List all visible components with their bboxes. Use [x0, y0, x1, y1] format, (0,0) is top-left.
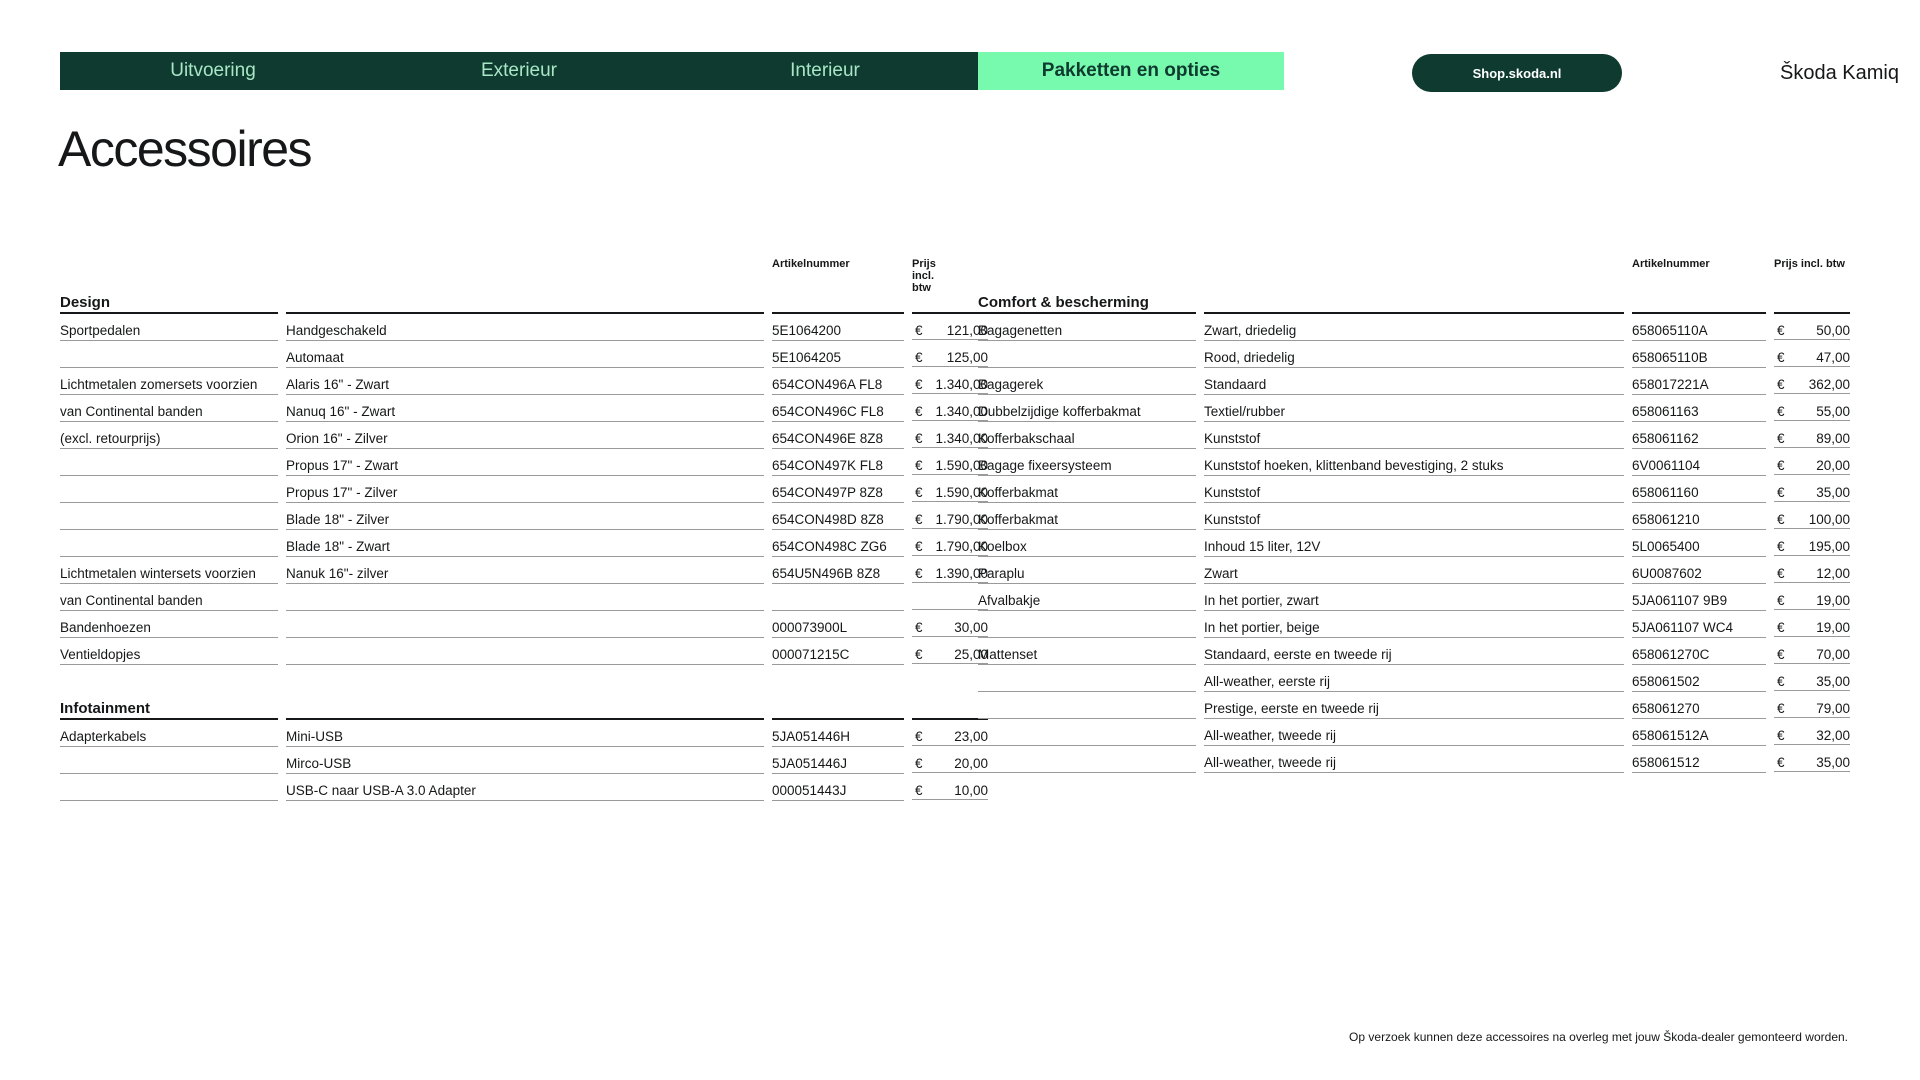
- currency-symbol: €: [1777, 755, 1785, 770]
- table-row: [978, 477, 1848, 504]
- section-rule: [286, 694, 764, 720]
- item-category: [978, 612, 1196, 638]
- currency-symbol: €: [915, 756, 923, 771]
- item-category: Lichtmetalen wintersets voorzien: [60, 558, 278, 584]
- price-cell: [1774, 747, 1850, 772]
- price-value: 35,00: [1816, 755, 1850, 770]
- item-category: Bagage fixeersysteem: [978, 450, 1196, 476]
- item-category: Bandenhoezen: [60, 612, 278, 638]
- price-cell: [912, 504, 988, 529]
- table-row: [978, 585, 1848, 612]
- price-value: 35,00: [1816, 485, 1850, 500]
- tab-uitvoering[interactable]: Uitvoering: [170, 60, 256, 81]
- table-row: [60, 396, 988, 423]
- price-cell: [912, 315, 988, 340]
- item-category: [60, 504, 278, 530]
- item-description: Automaat: [286, 342, 764, 368]
- table-row: [978, 747, 1848, 774]
- currency-symbol: €: [1777, 620, 1785, 635]
- table-row: [60, 504, 988, 531]
- item-description: Standaard: [1204, 369, 1624, 395]
- price-value: 35,00: [1816, 674, 1850, 689]
- article-number: 000073900L: [772, 612, 904, 638]
- article-number: 658061270C: [1632, 639, 1766, 665]
- currency-symbol: €: [915, 783, 923, 798]
- item-category: Lichtmetalen zomersets voorzien: [60, 369, 278, 395]
- item-category: [978, 720, 1196, 746]
- item-description: Mirco-USB: [286, 748, 764, 774]
- section-rule: [772, 694, 904, 720]
- item-description: Zwart, driedelig: [1204, 315, 1624, 341]
- price-header: Prijs incl. btw: [912, 258, 936, 294]
- item-category: [60, 775, 278, 801]
- price-value: 89,00: [1816, 431, 1850, 446]
- price-cell: [1774, 342, 1850, 367]
- item-category: van Continental banden: [60, 396, 278, 422]
- item-description: Rood, driedelig: [1204, 342, 1624, 368]
- item-category: [60, 531, 278, 557]
- item-category: Adapterkabels: [60, 721, 278, 747]
- item-description: Mini-USB: [286, 721, 764, 747]
- price-cell: [912, 531, 988, 556]
- price-cell: [912, 612, 988, 637]
- article-number: 654CON497P 8Z8: [772, 477, 904, 503]
- item-category: Koelbox: [978, 531, 1196, 557]
- price-cell: [1774, 558, 1850, 583]
- table-row: [60, 342, 988, 369]
- item-description: Textiel/rubber: [1204, 396, 1624, 422]
- item-description: Nanuk 16"- zilver: [286, 558, 764, 584]
- table-row: [60, 315, 988, 342]
- price-value: 19,00: [1816, 593, 1850, 608]
- currency-symbol: €: [915, 485, 923, 500]
- table-row: [978, 720, 1848, 747]
- price-cell: [1774, 531, 1850, 556]
- item-description: Blade 18" - Zwart: [286, 531, 764, 557]
- price-value: 70,00: [1816, 647, 1850, 662]
- table-row: [60, 585, 930, 612]
- table-row: [978, 315, 1848, 342]
- price-cell: [912, 558, 988, 583]
- item-description: Blade 18" - Zilver: [286, 504, 764, 530]
- currency-symbol: €: [915, 377, 923, 392]
- price-value: 25,00: [954, 647, 988, 662]
- currency-symbol: €: [1777, 350, 1785, 365]
- price-value: 30,00: [954, 620, 988, 635]
- article-number: 654CON497K FL8: [772, 450, 904, 476]
- article-number: 658065110B: [1632, 342, 1766, 368]
- price-cell: [912, 369, 988, 394]
- item-description: Nanuq 16" - Zwart: [286, 396, 764, 422]
- table-row: [978, 612, 1848, 639]
- price-cell: [1774, 693, 1850, 718]
- currency-symbol: €: [915, 647, 923, 662]
- item-description: All-weather, tweede rij: [1204, 747, 1624, 773]
- currency-symbol: €: [915, 729, 923, 744]
- article-number: 658061210: [1632, 504, 1766, 530]
- article-number: 5E1064200: [772, 315, 904, 341]
- item-description: [286, 585, 764, 611]
- section-title: Design: [60, 288, 278, 314]
- currency-symbol: €: [915, 350, 923, 365]
- price-value: 1.790,00: [935, 539, 988, 554]
- price-cell: [1774, 315, 1850, 340]
- table-row: [60, 477, 988, 504]
- price-cell: [912, 748, 988, 773]
- article-number: 5E1064205: [772, 342, 904, 368]
- section-title: Infotainment: [60, 694, 278, 720]
- item-description: Zwart: [1204, 558, 1624, 584]
- table-row: [60, 775, 988, 802]
- column-headers: [978, 258, 1848, 272]
- currency-symbol: €: [1777, 485, 1785, 500]
- price-cell: [912, 585, 988, 610]
- price-cell: [1774, 450, 1850, 475]
- currency-symbol: €: [915, 458, 923, 473]
- table-row: [978, 531, 1848, 558]
- section-rule: [912, 288, 988, 314]
- table-row: [978, 423, 1848, 450]
- section-rule: [772, 288, 904, 314]
- price-cell: [1774, 612, 1850, 637]
- item-description: [286, 639, 764, 665]
- price-cell: [912, 775, 988, 800]
- item-category: [60, 477, 278, 503]
- table-row: [60, 721, 988, 748]
- item-category: [978, 666, 1196, 692]
- price-cell: [912, 450, 988, 475]
- price-header: Prijs incl. btw: [1774, 258, 1845, 270]
- table-row: [60, 369, 988, 396]
- item-category: [60, 342, 278, 368]
- section-rule: [1774, 288, 1850, 314]
- price-value: 12,00: [1816, 566, 1850, 581]
- section-rule: [912, 694, 988, 720]
- article-number: 658061162: [1632, 423, 1766, 449]
- table-section: [60, 288, 988, 666]
- section-rule: [286, 288, 764, 314]
- price-cell: [1774, 639, 1850, 664]
- price-value: 1.390,00: [935, 566, 988, 581]
- price-value: 1.340,00: [935, 404, 988, 419]
- price-cell: [1774, 720, 1850, 745]
- item-description: Kunststof: [1204, 477, 1624, 503]
- item-description: In het portier, beige: [1204, 612, 1624, 638]
- item-category: Ventieldopjes: [60, 639, 278, 665]
- price-value: 1.590,00: [935, 458, 988, 473]
- article-number-header: Artikelnummer: [1632, 258, 1710, 270]
- page-title: Accessoires: [58, 121, 312, 177]
- item-description: USB-C naar USB-A 3.0 Adapter: [286, 775, 764, 801]
- price-value: 1.790,00: [935, 512, 988, 527]
- table-row: [978, 666, 1848, 693]
- left-accessories-table: [60, 258, 988, 802]
- table-row: [978, 693, 1848, 720]
- article-number: 658061163: [1632, 396, 1766, 422]
- tab-exterieur[interactable]: Exterieur: [480, 60, 558, 81]
- article-number: 654CON498C ZG6: [772, 531, 904, 557]
- item-description: Alaris 16" - Zwart: [286, 369, 764, 395]
- table-row: [60, 558, 988, 585]
- item-description: Prestige, eerste en tweede rij: [1204, 693, 1624, 719]
- item-category: Paraplu: [978, 558, 1196, 584]
- price-value: 23,00: [954, 729, 988, 744]
- currency-symbol: €: [1777, 431, 1785, 446]
- price-cell: [1774, 477, 1850, 502]
- table-row: [60, 612, 988, 639]
- table-row: [60, 450, 988, 477]
- article-number: 5L0065400: [1632, 531, 1766, 557]
- article-number: 654CON496C FL8: [772, 396, 904, 422]
- price-cell: [1774, 423, 1850, 448]
- table-row: [60, 748, 988, 775]
- article-number-header: Artikelnummer: [772, 258, 850, 270]
- price-value: 121,00: [946, 323, 988, 338]
- price-value: 50,00: [1816, 323, 1850, 338]
- item-category: Bagagerek: [978, 369, 1196, 395]
- article-number: 654CON496E 8Z8: [772, 423, 904, 449]
- item-category: van Continental banden: [60, 585, 278, 611]
- article-number: 658065110A: [1632, 315, 1766, 341]
- table-row: [60, 423, 988, 450]
- article-number: 6U0087602: [1632, 558, 1766, 584]
- price-cell: [912, 477, 988, 502]
- article-number: 654CON496A FL8: [772, 369, 904, 395]
- price-cell: [912, 396, 988, 421]
- tab-pakketten-en-opties[interactable]: Pakketten en opties: [978, 52, 1284, 90]
- price-cell: [1774, 585, 1850, 610]
- article-number: [772, 585, 904, 611]
- article-number: 000071215C: [772, 639, 904, 665]
- price-value: 195,00: [1808, 539, 1850, 554]
- price-value: 100,00: [1808, 512, 1850, 527]
- price-value: 19,00: [1816, 620, 1850, 635]
- currency-symbol: €: [1777, 458, 1785, 473]
- currency-symbol: €: [915, 620, 923, 635]
- item-description: In het portier, zwart: [1204, 585, 1624, 611]
- item-category: Kofferbakschaal: [978, 423, 1196, 449]
- item-description: Kunststof: [1204, 423, 1624, 449]
- price-cell: [912, 721, 988, 746]
- item-description: Propus 17" - Zilver: [286, 477, 764, 503]
- tab-interieur[interactable]: Interieur: [790, 60, 860, 81]
- item-category: Kofferbakmat: [978, 504, 1196, 530]
- top-navigation-tabs: [60, 52, 1284, 90]
- brand-model-name: Škoda Kamiq: [1780, 62, 1899, 84]
- price-cell: [1774, 369, 1850, 394]
- item-category: Mattenset: [978, 639, 1196, 665]
- currency-symbol: €: [1777, 323, 1785, 338]
- currency-symbol: €: [1777, 593, 1785, 608]
- item-description: Inhoud 15 liter, 12V: [1204, 531, 1624, 557]
- price-cell: [912, 639, 988, 664]
- item-category: Bagagenetten: [978, 315, 1196, 341]
- section-title: Comfort & bescherming: [978, 288, 1196, 314]
- price-value: 20,00: [954, 756, 988, 771]
- article-number: 5JA061107 9B9: [1632, 585, 1766, 611]
- currency-symbol: €: [1777, 512, 1785, 527]
- price-value: 1.340,00: [935, 431, 988, 446]
- article-number: 658061512: [1632, 747, 1766, 773]
- table-row: [60, 639, 988, 666]
- price-cell: [1774, 396, 1850, 421]
- article-number: 658017221A: [1632, 369, 1766, 395]
- item-category: [60, 748, 278, 774]
- article-number: 5JA051446J: [772, 748, 904, 774]
- section-rule: [1204, 288, 1624, 314]
- price-value: 47,00: [1816, 350, 1850, 365]
- shop-link-button[interactable]: Shop.skoda.nl: [1412, 54, 1622, 92]
- item-category: Dubbelzijdige kofferbakmat: [978, 396, 1196, 422]
- item-description: Handgeschakeld: [286, 315, 764, 341]
- table-row: [978, 396, 1848, 423]
- currency-symbol: €: [1777, 377, 1785, 392]
- article-number: 654U5N496B 8Z8: [772, 558, 904, 584]
- item-category: [978, 747, 1196, 773]
- currency-symbol: €: [1777, 701, 1785, 716]
- item-description: Orion 16" - Zilver: [286, 423, 764, 449]
- price-value: 32,00: [1816, 728, 1850, 743]
- article-number: 658061502: [1632, 666, 1766, 692]
- section-header-row: [60, 288, 930, 315]
- section-header-row: [978, 288, 1848, 315]
- currency-symbol: €: [1777, 539, 1785, 554]
- table-row: [978, 450, 1848, 477]
- price-value: 1.340,00: [935, 377, 988, 392]
- price-value: 79,00: [1816, 701, 1850, 716]
- item-category: Sportpedalen: [60, 315, 278, 341]
- article-number: 658061160: [1632, 477, 1766, 503]
- currency-symbol: €: [1777, 728, 1785, 743]
- item-description: All-weather, tweede rij: [1204, 720, 1624, 746]
- table-row: [978, 558, 1848, 585]
- item-category: Afvalbakje: [978, 585, 1196, 611]
- currency-symbol: €: [1777, 674, 1785, 689]
- item-description: Kunststof hoeken, klittenband bevestiging, 2 stuks: [1204, 450, 1624, 476]
- price-cell: [912, 423, 988, 448]
- price-cell: [1774, 666, 1850, 691]
- currency-symbol: €: [915, 404, 923, 419]
- item-description: All-weather, eerste rij: [1204, 666, 1624, 692]
- currency-symbol: €: [1777, 647, 1785, 662]
- item-category: Kofferbakmat: [978, 477, 1196, 503]
- currency-symbol: €: [915, 566, 923, 581]
- price-cell: [912, 342, 988, 367]
- item-description: Propus 17" - Zwart: [286, 450, 764, 476]
- table-row: [978, 504, 1848, 531]
- currency-symbol: €: [915, 539, 923, 554]
- item-description: Kunststof: [1204, 504, 1624, 530]
- article-number: 5JA051446H: [772, 721, 904, 747]
- table-row: [60, 531, 988, 558]
- article-number: 000051443J: [772, 775, 904, 801]
- column-headers: [60, 258, 936, 294]
- right-accessories-table: [978, 258, 1848, 774]
- article-number: 658061512A: [1632, 720, 1766, 746]
- currency-symbol: €: [915, 512, 923, 527]
- price-value: 55,00: [1816, 404, 1850, 419]
- item-description: Standaard, eerste en tweede rij: [1204, 639, 1624, 665]
- currency-symbol: €: [915, 323, 923, 338]
- table-section: [978, 288, 1848, 774]
- currency-symbol: €: [1777, 404, 1785, 419]
- price-value: 125,00: [946, 350, 988, 365]
- table-row: [978, 342, 1848, 369]
- article-number: 6V0061104: [1632, 450, 1766, 476]
- item-category: [978, 342, 1196, 368]
- table-section: [60, 694, 988, 802]
- price-value: 362,00: [1808, 377, 1850, 392]
- price-value: 20,00: [1816, 458, 1850, 473]
- footnote: Op verzoek kunnen deze accessoires na overleg met jouw Škoda-dealer gemonteerd worden.: [1349, 1030, 1848, 1044]
- section-header-row: [60, 694, 930, 721]
- price-value: 1.590,00: [935, 485, 988, 500]
- table-row: [978, 369, 1848, 396]
- price-value: 10,00: [954, 783, 988, 798]
- article-number: 654CON498D 8Z8: [772, 504, 904, 530]
- item-description: [286, 612, 764, 638]
- price-cell: [1774, 504, 1850, 529]
- table-row: [978, 639, 1848, 666]
- item-category: [978, 693, 1196, 719]
- item-category: [60, 450, 278, 476]
- currency-symbol: €: [915, 431, 923, 446]
- article-number: 658061270: [1632, 693, 1766, 719]
- section-rule: [1632, 288, 1766, 314]
- item-category: (excl. retourprijs): [60, 423, 278, 449]
- article-number: 5JA061107 WC4: [1632, 612, 1766, 638]
- currency-symbol: €: [1777, 566, 1785, 581]
